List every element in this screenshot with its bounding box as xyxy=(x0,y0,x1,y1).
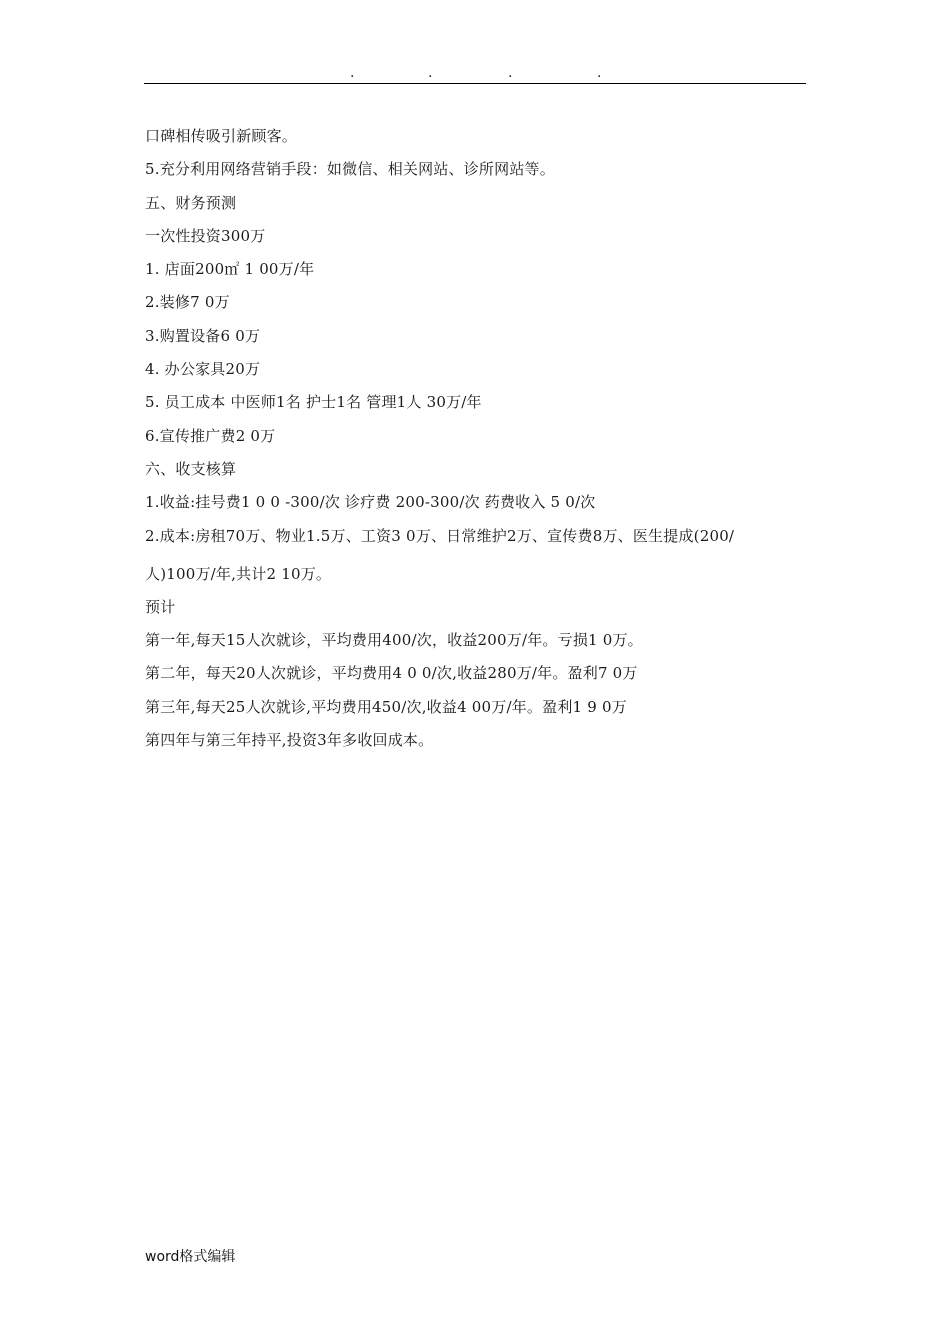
text-line: 5. 员工成本 中医师1名 护士1名 管理1人 30万/年 xyxy=(145,393,482,412)
text-line: 2.成本:房租70万、物业1.5万、工资3 0万、日常维护2万、宣传费8万、医生提成(200/ xyxy=(145,526,735,545)
text-line: 第三年,每天25人次就诊,平均费用450/次,收益4 00万/年。盈利1 9 0万 xyxy=(145,697,627,716)
text-line: 1.收益:挂号费1 0 0 -300/次 诊疗费 200-300/次 药费收入 5 0/次 xyxy=(145,493,596,512)
text-line: 第四年与第三年持平,投资3年多收回成本。 xyxy=(145,731,434,750)
page-header xyxy=(0,62,950,82)
document-body xyxy=(145,120,807,757)
page-footer: word格式编辑 xyxy=(145,1249,236,1265)
text-line: 一次性投资300万 xyxy=(145,226,266,245)
text-line: 第二年，每天20人次就诊，平均费用4 0 0/次,收益280万/年。盈利7 0万 xyxy=(145,664,638,683)
header-dot: . xyxy=(428,65,433,81)
header-rule xyxy=(144,83,806,84)
text-line: 口碑相传吸引新顾客。 xyxy=(145,127,298,145)
text-line: 6.宣传推广费2 0万 xyxy=(145,426,276,445)
header-dot: . xyxy=(597,65,602,81)
text-line: 2.装修7 0万 xyxy=(145,293,230,312)
text-line: 5.充分利用网络营销手段：如微信、相关网站、诊所网站等。 xyxy=(145,160,555,179)
text-line: 1. 店面200㎡ 1 00万/年 xyxy=(145,260,315,279)
section-heading: 五、财务预测 xyxy=(145,193,237,212)
header-dot: . xyxy=(508,65,513,81)
text-line: 第一年,每天15人次就诊，平均费用400/次，收益200万/年。亏损1 0万。 xyxy=(145,631,643,650)
header-dot: . xyxy=(350,65,355,81)
text-line: 人)100万/年,共计2 10万。 xyxy=(145,564,332,583)
text-line: 预计 xyxy=(145,597,176,616)
text-line: 3.购置设备6 0万 xyxy=(145,326,261,345)
section-heading: 六、收支核算 xyxy=(145,459,237,478)
text-line: 4. 办公家具20万 xyxy=(145,360,261,379)
